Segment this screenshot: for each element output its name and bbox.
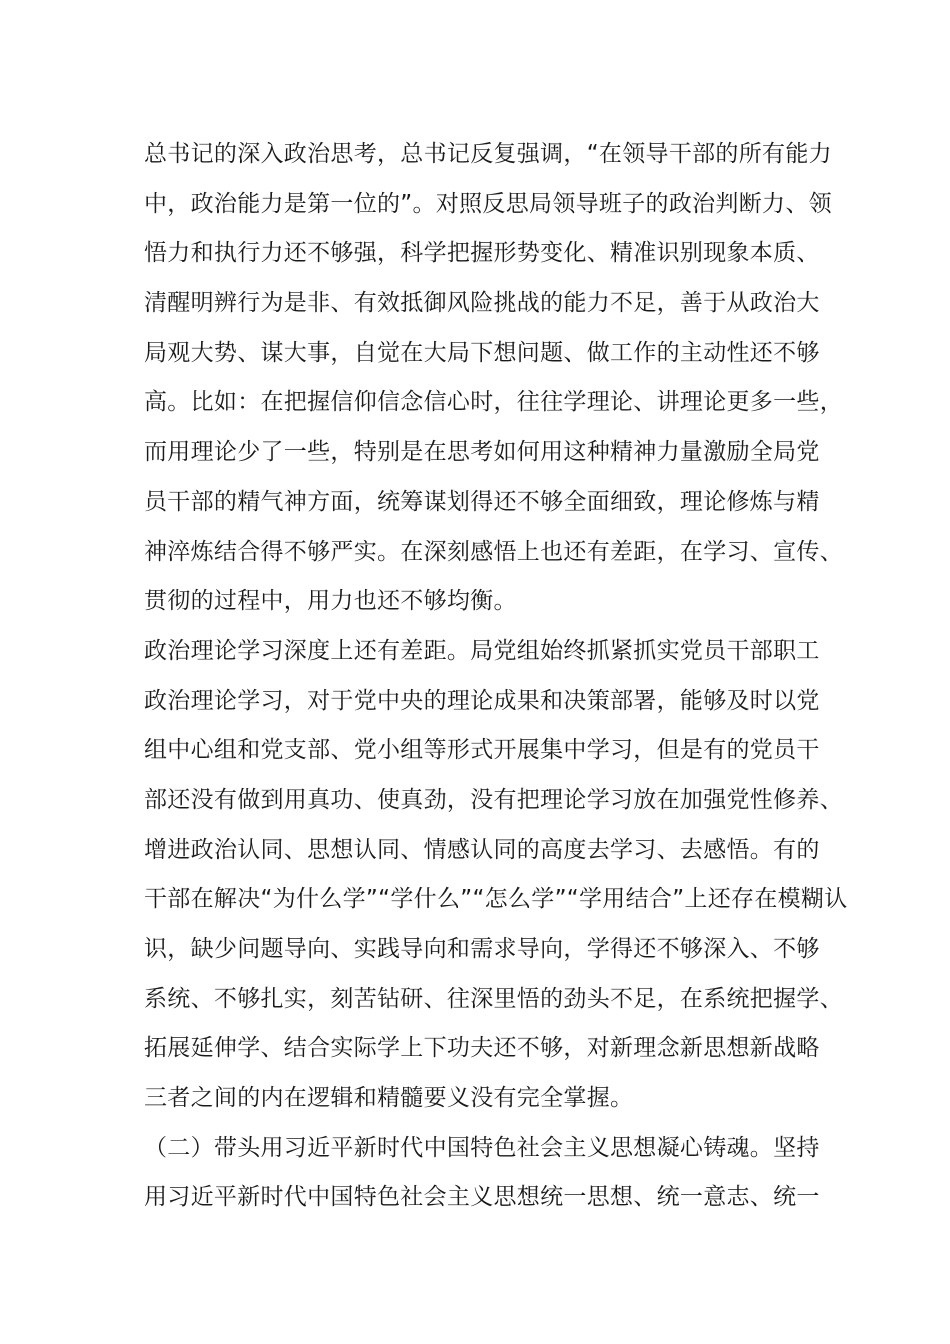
text-line: 干部在解决“为什么学”“学什么”“怎么学”“学用结合”上还存在模糊认 — [144, 886, 848, 913]
text-line: 中，政治能力是第一位的”。对照反思局领导班子的政治判断力、领 — [144, 190, 832, 217]
text-line: 局观大势、谋大事，自觉在大局下想问题、做工作的主动性还不够 — [144, 339, 820, 366]
text-line: 神淬炼结合得不够严实。在深刻感悟上也还有差距，在学习、宣传、 — [144, 538, 843, 565]
text-line: 部还没有做到用真功、使真劲，没有把理论学习放在加强党性修养、 — [144, 786, 843, 813]
text-line: 高。比如：在把握信仰信念信心时，往往学理论、讲理论更多一些， — [144, 389, 843, 416]
body-text — [144, 130, 848, 1223]
text-line: 政治理论学习，对于党中央的理论成果和决策部署，能够及时以党 — [144, 687, 820, 714]
text-line: 而用理论少了一些，特别是在思考如何用这种精神力量激励全局党 — [144, 439, 820, 466]
paragraph-heading-line: 政治理论学习深度上还有差距。局党组始终抓紧抓实党员干部职工 — [144, 637, 820, 664]
text-line: 拓展延伸学、结合实际学上下功夫还不够，对新理念新思想新战略 — [144, 1035, 820, 1062]
text-line: 三者之间的内在逻辑和精髓要义没有完全掌握。 — [144, 1085, 634, 1112]
text-line: 员干部的精气神方面，统筹谋划得还不够全面细致，理论修炼与精 — [144, 488, 820, 515]
text-line: 增进政治认同、思想认同、情感认同的高度去学习、去感悟。有的 — [144, 836, 820, 863]
text-line: 悟力和执行力还不够强，科学把握形势变化、精准识别现象本质、 — [144, 240, 820, 267]
text-line: 清醒明辨行为是非、有效抵御风险挑战的能力不足，善于从政治大 — [144, 290, 820, 317]
text-line: 贯彻的过程中，用力也还不够均衡。 — [144, 588, 517, 615]
text-line: 总书记的深入政治思考，总书记反复强调，“在领导干部的所有能力 — [144, 141, 832, 167]
text-line: 识，缺少问题导向、实践导向和需求导向，学得还不够深入、不够 — [144, 936, 820, 962]
text-line: 组中心组和党支部、党小组等形式开展集中学习，但是有的党员干 — [144, 737, 820, 764]
text-line: 系统、不够扎实，刻苦钻研、往深里悟的劲头不足，在系统把握学、 — [144, 985, 843, 1012]
text-line: 用习近平新时代中国特色社会主义思想统一思想、统一意志、统一 — [144, 1184, 820, 1211]
section-heading-line: （二）带头用习近平新时代中国特色社会主义思想凝心铸魂。坚持 — [144, 1134, 820, 1161]
